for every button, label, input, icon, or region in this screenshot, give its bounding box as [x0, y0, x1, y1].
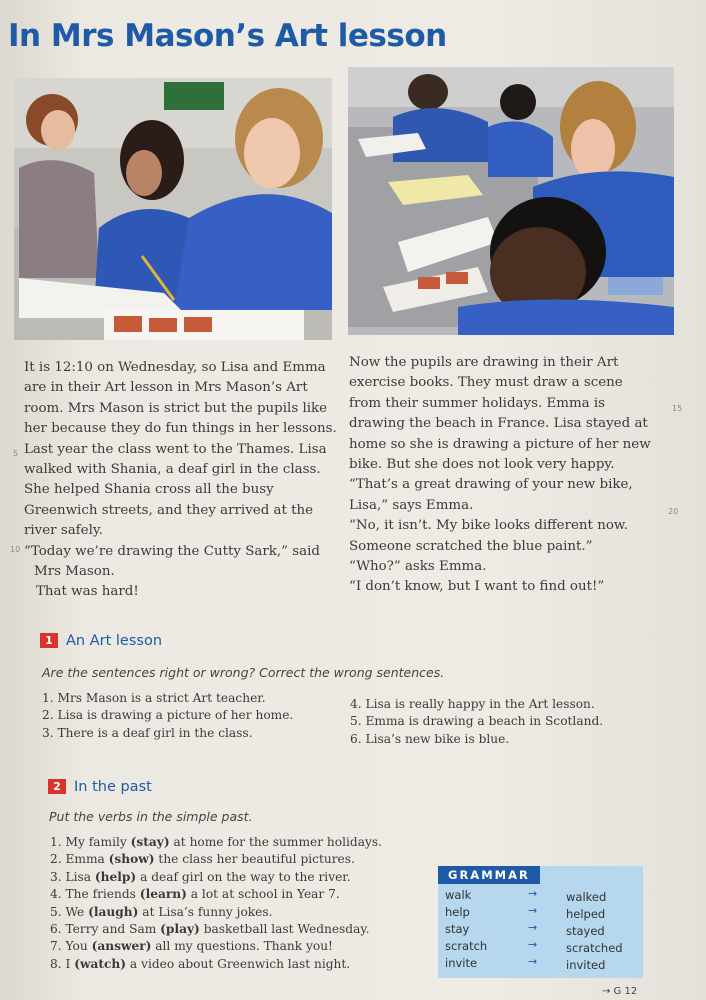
grammar-row	[438, 905, 643, 922]
past-verb: scratched	[566, 941, 623, 955]
line-number: 15	[672, 404, 683, 413]
text-line: from their summer holidays. Emma is	[349, 395, 606, 411]
grammar-row	[438, 888, 643, 905]
base-verb: walk	[445, 888, 472, 902]
past-verb: helped	[566, 907, 606, 921]
text-line: bike. But she does not look very happy.	[349, 457, 615, 473]
exercise-item: 6. Terry and Sam (play) basketball last Wednesday.	[50, 922, 370, 937]
exercise-2-instruction: Put the verbs in the simple past.	[49, 809, 253, 824]
exercise-1-heading	[40, 633, 162, 649]
base-verb: invite	[445, 956, 478, 970]
exercise-item: 6. Lisa’s new bike is blue.	[350, 731, 510, 746]
grammar-box	[438, 866, 643, 978]
past-verb: walked	[566, 890, 607, 904]
arrow-right-icon: →	[528, 955, 538, 968]
text-line: Greenwich streets, and they arrived at the	[24, 502, 314, 518]
arrow-right-icon: →	[528, 938, 538, 951]
text-line: It is 12:10 on Wednesday, so Lisa and Emma	[24, 360, 326, 375]
exercise-item: 3. Lisa (help) a deaf girl on the way to the river.	[50, 869, 351, 884]
grammar-row	[438, 956, 643, 973]
exercise-item: 5. We (laugh) at Lisa’s funny jokes.	[50, 904, 273, 919]
page-title: In Mrs Mason’s Art lesson	[8, 18, 447, 54]
text-line: home so she is drawing a picture of her new	[349, 436, 651, 452]
exercise-2-heading	[48, 779, 152, 795]
text-line: “Today we’re drawing the Cutty Sark,” said	[24, 543, 320, 559]
text-line: “No, it isn’t. My bike looks different now.	[349, 518, 629, 534]
line-number: 10	[10, 545, 21, 554]
text-line: That was hard!	[36, 584, 139, 600]
exercise-item: 2. Lisa is drawing a picture of her home.	[42, 708, 294, 723]
base-verb: stay	[445, 922, 470, 936]
exercise-item: 1. My family (stay) at home for the summer holidays.	[50, 835, 382, 849]
arrow-right-icon: →	[528, 904, 538, 917]
text-line: She helped Shania cross all the busy	[24, 482, 274, 498]
reading-text-right	[349, 353, 659, 598]
text-line: walked with Shania, a deaf girl in the class.	[24, 462, 321, 478]
exercise-item: 4. Lisa is really happy in the Art lesson.	[350, 697, 595, 711]
text-line: Mrs Mason.	[34, 564, 115, 580]
text-line: drawing the beach in France. Lisa stayed at	[349, 416, 648, 432]
text-line: room. Mrs Mason is strict but the pupils like	[24, 400, 328, 416]
base-verb: help	[445, 905, 470, 919]
line-number: 5	[13, 449, 19, 458]
exercise-item: 8. I (watch) a video about Greenwich last night.	[50, 956, 351, 971]
base-verb: scratch	[445, 939, 488, 953]
text-line: “I don’t know, but I want to find out!”	[349, 579, 605, 595]
text-line: are in their Art lesson in Mrs Mason’s Art	[24, 380, 308, 396]
exercise-item: 5. Emma is drawing a beach in Scotland.	[350, 714, 604, 729]
text-line: “Who?” asks Emma.	[349, 559, 487, 575]
arrow-right-icon: →	[528, 921, 538, 934]
grammar-row	[438, 922, 643, 939]
text-line: Lisa,” says Emma.	[349, 497, 474, 513]
exercise-1-items-left	[42, 690, 293, 742]
past-verb: stayed	[566, 924, 605, 938]
exercise-item: 7. You (answer) all my questions. Thank you!	[50, 939, 333, 954]
exercise-number-badge: 1	[40, 633, 58, 648]
exercise-title: In the past	[74, 779, 152, 795]
exercise-number-badge: 2	[48, 779, 66, 794]
exercise-item: 2. Emma (show) the class her beautiful pictures.	[50, 852, 355, 867]
exercise-title: An Art lesson	[66, 633, 163, 649]
photo-art-lesson-girls	[14, 78, 332, 340]
text-line: her because they do fun things in her lessons.	[24, 421, 337, 437]
grammar-reference: → G 12	[602, 986, 638, 997]
exercise-1-items-right	[350, 696, 603, 748]
text-line: river safely.	[24, 523, 103, 539]
grammar-heading: GRAMMAR	[438, 866, 540, 884]
arrow-right-icon: →	[528, 887, 538, 900]
text-line: Last year the class went to the Thames. Lisa	[24, 441, 327, 457]
text-line: exercise books. They must draw a scene	[349, 375, 623, 391]
exercise-2-items	[50, 834, 382, 973]
exercise-1-instruction: Are the sentences right or wrong? Correct the wrong sentences.	[42, 665, 445, 680]
text-line: Now the pupils are drawing in their Art	[349, 355, 619, 370]
past-verb: invited	[566, 958, 606, 972]
text-line: Someone scratched the blue paint.”	[349, 538, 593, 554]
exercise-item: 3. There is a deaf girl in the class.	[42, 725, 253, 740]
exercise-item: 4. The friends (learn) a lot at school in Year 7.	[50, 887, 340, 902]
grammar-row	[438, 939, 643, 956]
text-line: “That’s a great drawing of your new bike,	[349, 477, 633, 493]
photo-classroom-pupils	[348, 67, 674, 335]
reading-text-left	[24, 358, 344, 603]
exercise-item: 1. Mrs Mason is a strict Art teacher.	[42, 691, 266, 705]
line-number: 20	[668, 507, 679, 516]
